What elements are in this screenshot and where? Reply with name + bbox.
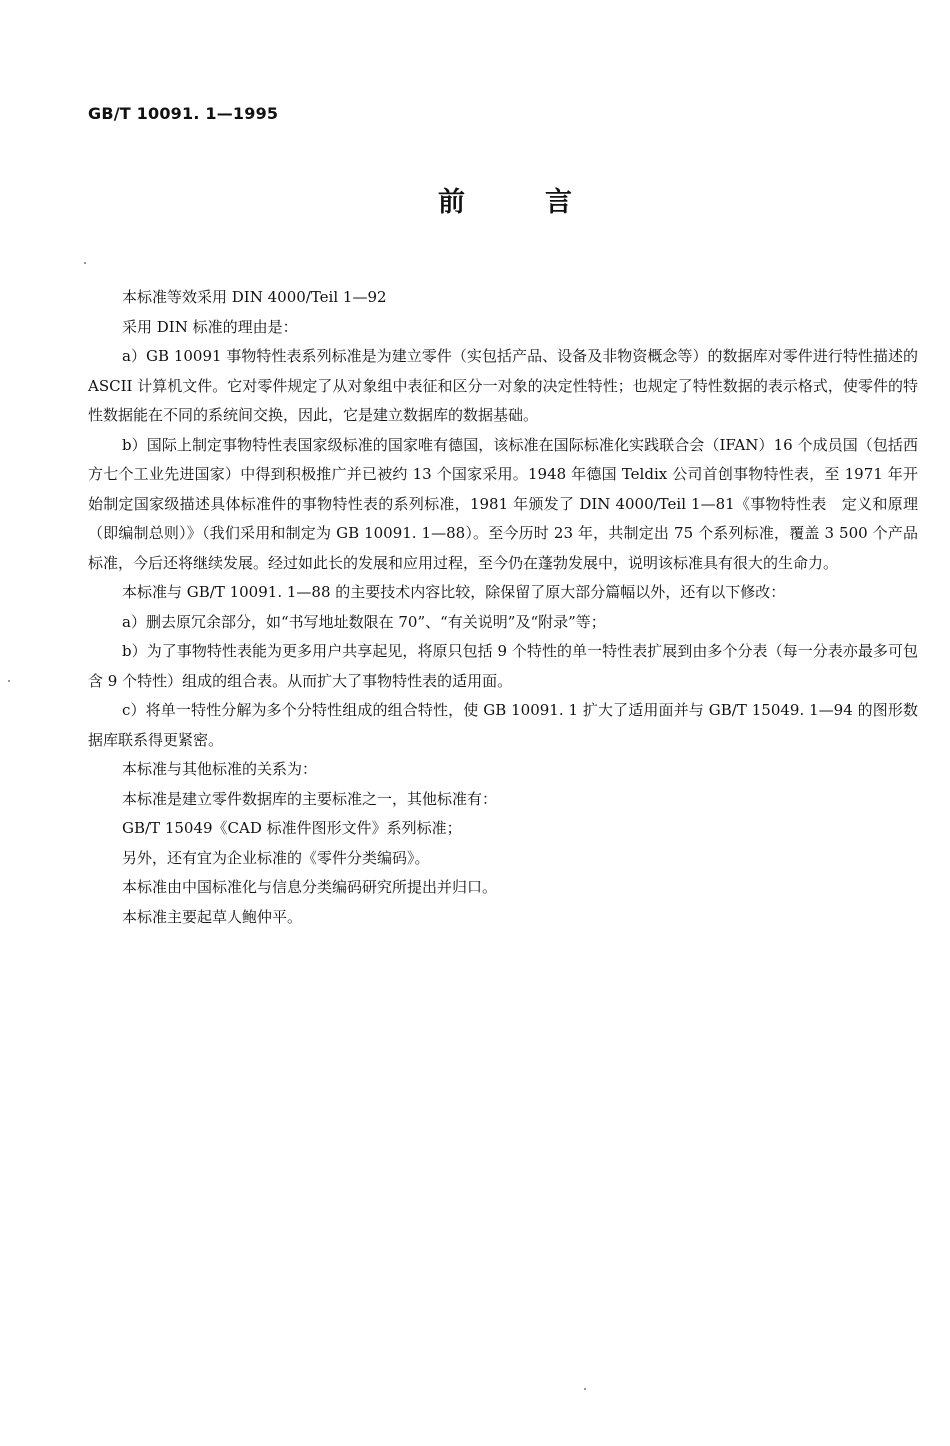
paragraph-proposer: 本标准由中国标准化与信息分类编码研究所提出并归口。: [122, 878, 498, 896]
paragraph-relations-cad: GB/T 15049《CAD 标准件图形文件》系列标准；: [122, 819, 462, 837]
paragraph-reason-a: a）GB 10091 事物特性表系列标准是为建立零件（实包括产品、设备及非物资概念等）的数据库对零件进行特性描述的 ASCII 计算机文件。它对零件规定了从对象组中表征和区分一对象的决定性特性；也规定了特性数据的表示格式，使零件的特性数据能在不同的系统间交换，因此，它是建立数据库的数据基础。: [88, 347, 918, 424]
page-title: 前言: [438, 187, 652, 218]
scan-speck: [584, 1388, 586, 1390]
scan-speck: [8, 680, 10, 682]
paragraph-reason-b: b）国际上制定事物特性表国家级标准的国家唯有德国，该标准在国际标准化实践联合会（IFAN）16 个成员国（包括西方七个工业先进国家）中得到积极推广并已被约 13 个国家采用。1948 年德国 Teldix 公司首创事物特性表，至 1971 年开始制定国家级描述具体标准件的事物特性表的系列标准，1981 年颁发了 DIN 4000/Teil 1—81《事物特性表 定义和原理（即编制总则）》（我们采用和制定为 GB 10091. 1—88）。至今历时 23 年，共制定出 75 个系列标准，覆盖 3 500 个产品标准，今后还将继续发展。经过如此长的发展和应用过程，至今仍在蓬勃发展中，说明该标准具有很大的生命力。: [88, 435, 918, 572]
paragraph-comparison-intro: 本标准与 GB/T 10091. 1—88 的主要技术内容比较，除保留了原大部分篇幅以外，还有以下修改：: [122, 583, 786, 601]
paragraph-change-a: a）删去原冗余部分，如“书写地址数限在 70”、“有关说明”及“附录”等；: [122, 612, 606, 631]
paragraph-change-b: b）为了事物特性表能为更多用户共享起见，将原只包括 9 个特性的单一特性表扩展到由多个分表（每一分表亦最多可包含 9 个特性）组成的组合表。从而扩大了事物特性表的适用面。: [88, 642, 918, 690]
paragraph-relations-enterprise: 另外，还有宜为企业标准的《零件分类编码》。: [122, 848, 430, 867]
scan-speck: [84, 262, 86, 264]
foreword-body: [88, 283, 918, 932]
paragraph-relations-intro: 本标准与其他标准的关系为：: [122, 760, 318, 778]
paragraph-drafter: 本标准主要起草人鲍仲平。: [122, 907, 303, 926]
paragraph-relations-main: 本标准是建立零件数据库的主要标准之一，其他标准有：: [122, 789, 498, 808]
paragraph-change-c: c）将单一特性分解为多个分特性组成的组合特性，使 GB 10091. 1 扩大了适用面并与 GB/T 15049. 1—94 的图形数据库联系得更紧密。: [88, 701, 918, 749]
standard-code: GB/T 10091. 1—1995: [88, 104, 279, 123]
paragraph-equivalence: 本标准等效采用 DIN 4000/Teil 1—92: [122, 288, 387, 306]
paragraph-reasons-intro: 采用 DIN 标准的理由是：: [122, 317, 298, 336]
